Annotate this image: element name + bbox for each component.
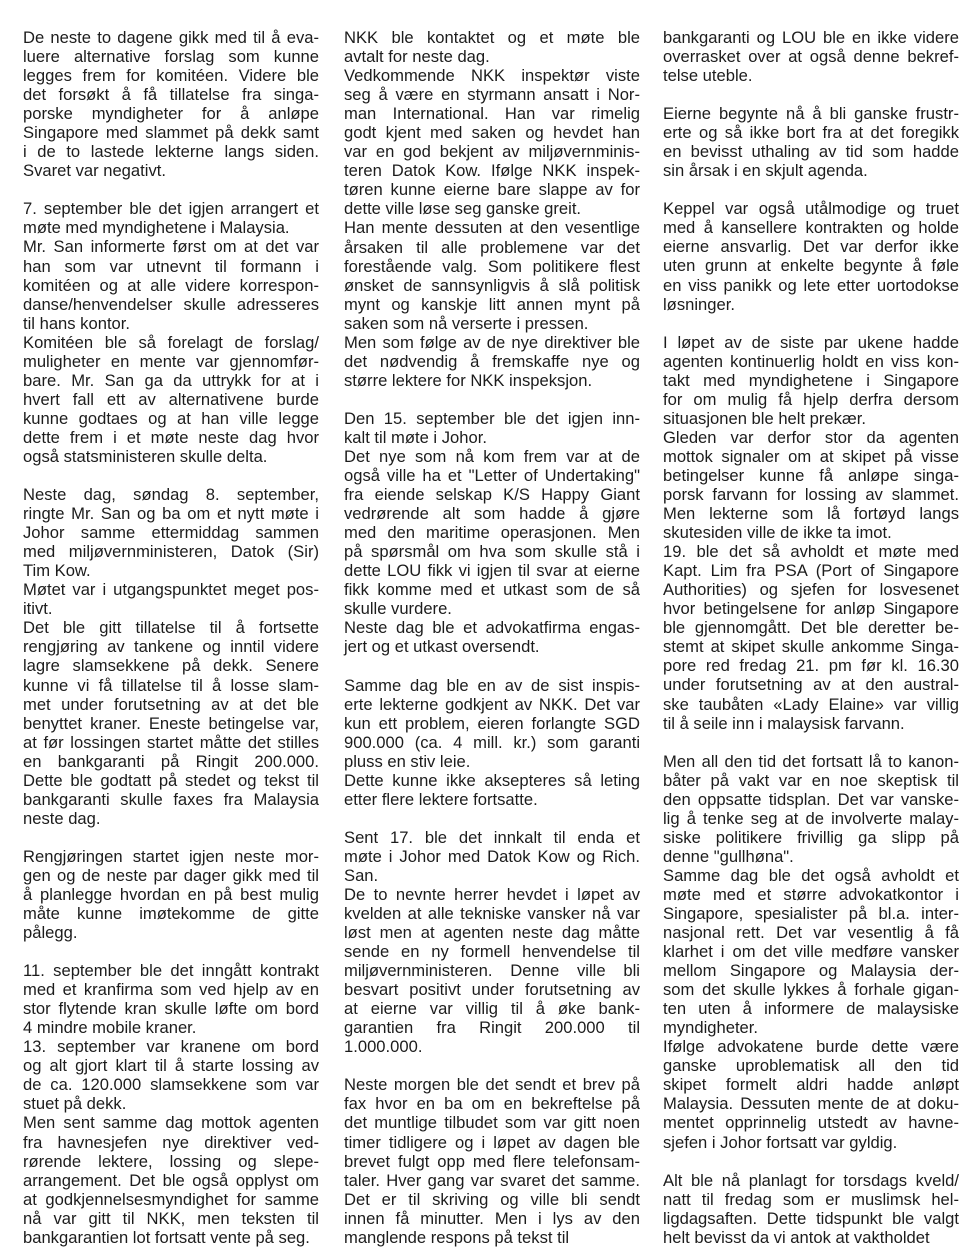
paragraph: 7. september ble det igjen arrangert et møte med myndighetene i Malaysia.	[23, 199, 319, 238]
paragraph: Vedkommende NKK inspektør viste seg å være en styrmann ansatt i Nor- man International. Han var rimelig godt kjent med saken og hevdet han var en god bekjent av miljøvernminis- teren Datok Kow. Ifølge NKK inspek- tøren kunne eierne bare slappe av for dette ville løse seg ganske greit.	[344, 66, 640, 219]
paragraph: Samme dag ble det også avholdt et møte med et større advokatkontor i Singapore, spesialister på bl.a. inter- nasjonal rett. Det var vesentlig å få klarhet i om det ville medføre vansker mellom Singapore og Malaysia der- som det skulle lykkes å forhale gigan- ten uten å informere de malaysiske myndigheter.	[663, 865, 959, 1038]
paragraph: Dette kunne ikke aksepteres så leting etter flere lektere fortsatte.	[344, 770, 640, 809]
paragraph: Neste morgen ble det sendt et brev på fax hvor en ba om en bekreftelse på det muntlige tilbudet som var gitt noen timer tidligere og i løpet av dagen ble brevet fulgt opp med flere telefonsam- taler. Hver gang var svaret det samme. Det er til skriving og ville bli sendt innen få minutter. Men i lys av den manglende respons på tekst til	[344, 1075, 640, 1247]
paragraph: I løpet av de siste par ukene hadde agenten kontinuerlig holdt en viss kon- takt med myndighetene i Singapore for om mulig få hjelp derfra dersom situasjonen ble helt prekær.	[663, 332, 959, 428]
paragraph: Den 15. september ble det igjen inn- kalt til møte i Johor.	[344, 408, 640, 447]
paragraph: Gleden var derfor stor da agenten mottok signaler om at skipet på visse betingelser kunne få anløpe singa- porsk farvann for lossing av slammet. Men lekterne som lå fortøyd langs skutesiden ville de ikke ta imot.	[663, 427, 959, 543]
paragraph: 19. ble det så avholdt et møte med Kapt. Lim fra PSA (Port of Singapore Authorities) og sjefen for losvesenet hvor betingelsene for anløp Singapore ble gjennomgått. Det ble deretter be- stemt at skipet skulle ankomme Singa- pore red fredag 21. pm før kl. 16.30 under forutsetning av at den austral- ske taubåten «Lady Elaine» var villig til å seile inn i malaysisk farvann.	[663, 542, 959, 733]
paragraph: Sent 17. ble det innkalt til enda et møte i Johor med Datok Kow og Rich. San.	[344, 827, 640, 885]
paragraph: Han mente dessuten at den vesentlige årsaken til alle problemene var det forestående valg. Som politikere flest ønsket de sannsynligvis å slå politisk mynt og kanskje litt annen mynt på saken som nå verserte i pressen.	[344, 218, 640, 333]
paragraph: Komitéen ble så forelagt de forslag/ muligheter en mente var gjennomfør- bare. Mr. San ga da uttrykk for at i hvert fall ett av alternativene burde kunne godtaes og at han ville legge dette frem i et møte neste dag hvor også statsministeren skulle delta.	[23, 332, 319, 466]
paragraph: bankgaranti og LOU ble en ikke videre overrasket over at også denne bekref- telse uteble.	[663, 28, 959, 86]
paragraph: Møtet var i utgangspunktet meget pos- itivt.	[23, 580, 319, 619]
paragraph: Det nye som nå kom frem var at de også ville ha et "Letter of Undertaking" fra eiende selskap K/S Happy Giant vedrørende alt som hadde å gjøre med den maritime operasjonen. Men på spørsmål om hva som skulle stå i dette LOU fikk vi igjen til svar at eierne fikk komme med et utkast som de så skulle vurdere.	[344, 446, 640, 619]
paragraph: Ifølge advokatene burde dette være ganske uproblematisk all den tid skipet formelt aldri hadde anløpt Malaysia. Dessuten mente de at doku- mentet opprinnelig utstedt av havne- sjefen i Johor fortsatt var gyldig.	[663, 1037, 959, 1152]
paragraph: NKK ble kontaktet og et møte ble avtalt for neste dag.	[344, 28, 640, 67]
paragraph: Eierne begynte nå å bli ganske frustr- erte og så ikke bort fra at det foregikk en bevisst uthaling av tid som hadde sin årsak i en skjult agenda.	[663, 104, 959, 181]
paragraph: Men sent samme dag mottok agenten fra havnesjefen nye direktiver ved- rørende lektere, lossing og slepe- arrangement. Det ble også opplyst om at godkjennelsesmyndighet for samme nå var gitt til NKK, men teksten til bankgarantien lot fortsatt vente på seg.	[23, 1113, 319, 1247]
text-column-3	[663, 28, 959, 1247]
paragraph: 13. september var kranene om bord og alt gjort klart til å starte lossing av de ca. 120.000 slamsekkene som var stuet på dekk.	[23, 1037, 319, 1114]
paragraph: Men all den tid det fortsatt lå to kanon- båter på vakt var en noe skeptisk til den oppsatte tidsplan. Det var vanske- lig å tenke seg at de involverte malay- siske politikere frivillig ga slipp på denne "gullhøna".	[663, 751, 959, 866]
paragraph: Alt ble nå planlagt for torsdags kveld/ natt til fredag som er muslimsk hel- ligdagsaften. Dette tidspunkt ble valgt helt bevisst da vi antok at vaktholdet	[663, 1170, 959, 1247]
paragraph: De to nevnte herrer hevdet i løpet av kvelden at alle tekniske vansker nå var løst men at agenten neste dag måtte sende en ny formell henvendelse til miljøvernministeren. Denne ville bli besvart positivt under forutsetning av at eierne var villig til å øke bank- garantien fra Ringit 200.000 til 1.000.000.	[344, 884, 640, 1057]
paragraph: 11. september ble det inngått kontrakt med et kranfirma som ved hjelp av en stor flytende kran skulle løfte om bord 4 mindre mobile kraner.	[23, 961, 319, 1038]
paragraph: Men som følge av de nye direktiver ble det nødvendig å fremskaffe nye og større lektere for NKK inspeksjon.	[344, 332, 640, 390]
paragraph: Det ble gitt tillatelse til å fortsette rengjøring av tankene og inntil videre lagre slamsekkene på dekk. Senere kunne vi få tillatelse til å losse slam- met under forutsetning av at det ble benyttet kraner. Eneste betingelse var, at før lossingen startet måtte det stilles en bankgaranti på Ringit 200.000. Dette ble godtatt på stedet og tekst til bankgaranti skulle faxes fra Malaysia neste dag.	[23, 618, 319, 828]
paragraph: De neste to dagene gikk med til å eva- luere alternative forslag som kunne legges frem for komitéen. Videre ble det forsøkt å få tillatelse fra singa- porske myndigheter for å anløpe Singapore med slammet på dekk samt i de to lastede lekterne langs siden. Svaret var negativt.	[23, 28, 319, 181]
paragraph: Samme dag ble en av de sist inspis- erte lekterne godkjent av NKK. Det var kun ett problem, eieren forlangte SGD 900.000 (ca. 4 mill. kr.) som garanti pluss en stiv leie.	[344, 675, 640, 771]
text-column-1	[23, 28, 319, 1247]
text-column-2	[344, 28, 640, 1247]
paragraph: Mr. San informerte først om at det var han som var utnevnt til formann i komitéen og at alle videre korrespon- danse/henvendelser skulle adresseres til hans kontor.	[23, 237, 319, 333]
paragraph: Neste dag, søndag 8. september, ringte Mr. San og ba om et nytt møte i Johor samme ettermiddag sammen med miljøvernministeren, Datok (Sir) Tim Kow.	[23, 485, 319, 581]
paragraph: Rengjøringen startet igjen neste mor- gen og de neste par dager gikk med til å planlegge hvordan en på best mulig måte kunne imøtekomme de gitte pålegg.	[23, 846, 319, 943]
paragraph: Keppel var også utålmodige og truet med å kansellere kontrakten og holde eierne ansvarlig. Det var derfor ikke uten grunn at enkelte begynte å føle en viss panikk og lete etter uortodokse løsninger.	[663, 199, 959, 314]
paragraph: Neste dag ble et advokatfirma engas- jert og et utkast oversendt.	[344, 618, 640, 657]
